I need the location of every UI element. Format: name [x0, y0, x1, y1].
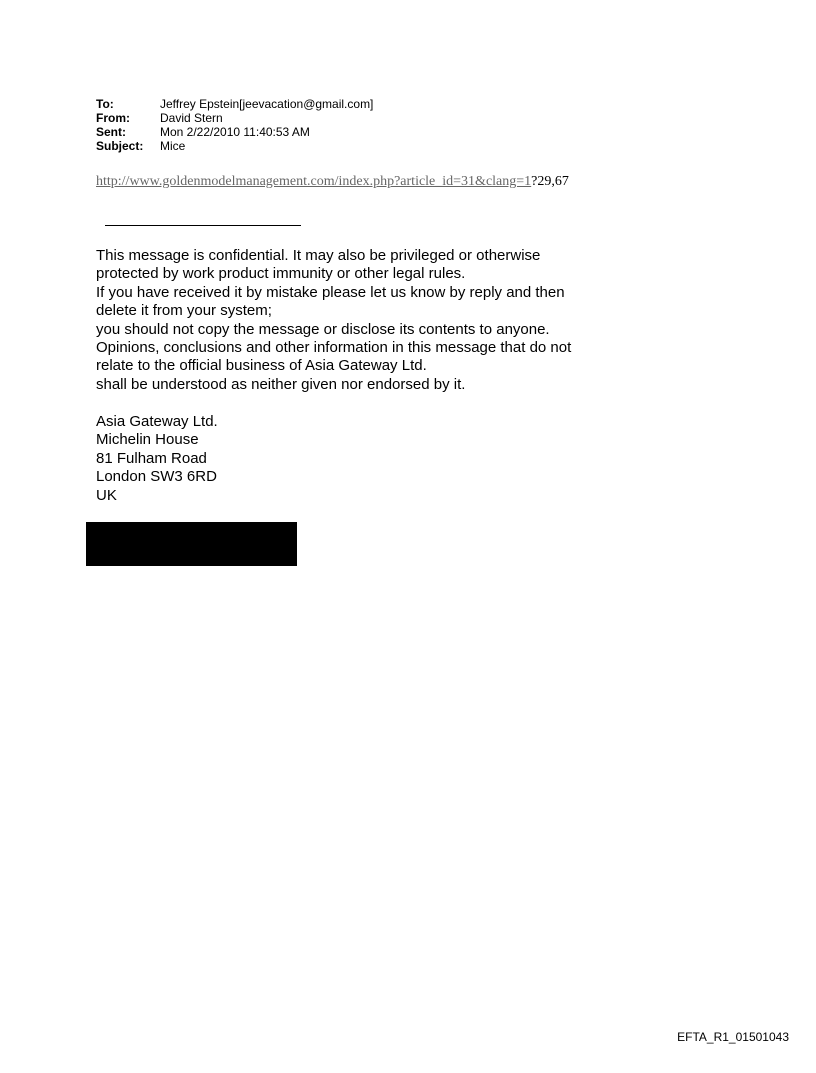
disclaimer-line: protected by work product immunity or other legal rules. — [96, 265, 466, 283]
from-row — [96, 111, 373, 125]
address-line: UK — [96, 486, 117, 504]
to-value: Jeffrey Epstein[jeevacation@gmail.com] — [160, 97, 374, 111]
body-link-suffix: ?29,67 — [531, 174, 569, 189]
company-address — [96, 413, 218, 505]
confidentiality-disclaimer — [96, 247, 571, 394]
redaction-block — [86, 522, 297, 566]
sent-row — [96, 125, 373, 139]
disclaimer-line: If you have received it by mistake please let us know by reply and then — [96, 283, 565, 301]
address-line: Michelin House — [96, 431, 199, 449]
from-value: David Stern — [160, 111, 223, 125]
sent-label: Sent: — [96, 125, 126, 139]
disclaimer-line: This message is confidential. It may also be privileged or otherwise — [96, 247, 541, 264]
disclaimer-line: Opinions, conclusions and other information in this message that do not — [96, 339, 572, 357]
address-line: Asia Gateway Ltd. — [96, 413, 218, 430]
email-header — [96, 97, 373, 153]
disclaimer-line: you should not copy the message or disclose its contents to anyone. — [96, 320, 550, 338]
address-line: 81 Fulham Road — [96, 449, 207, 467]
disclaimer-line: delete it from your system; — [96, 302, 272, 320]
from-label: From: — [96, 111, 130, 125]
disclaimer-line: relate to the official business of Asia Gateway Ltd. — [96, 357, 427, 375]
disclaimer-line: shall be understood as neither given nor endorsed by it. — [96, 375, 466, 393]
signature-divider — [105, 225, 301, 226]
document-id: EFTA_R1_01501043 — [677, 1030, 789, 1044]
subject-row — [96, 139, 373, 153]
subject-label: Subject: — [96, 139, 144, 153]
sent-value: Mon 2/22/2010 11:40:53 AM — [160, 125, 310, 139]
subject-value: Mice — [160, 139, 186, 153]
body-link[interactable]: http://www.goldenmodelmanagement.com/index.php?article_id=31&clang=1 — [96, 174, 532, 189]
to-label: To: — [96, 97, 114, 111]
to-row — [96, 97, 373, 111]
address-line: London SW3 6RD — [96, 468, 217, 486]
body-link-line — [96, 174, 569, 190]
